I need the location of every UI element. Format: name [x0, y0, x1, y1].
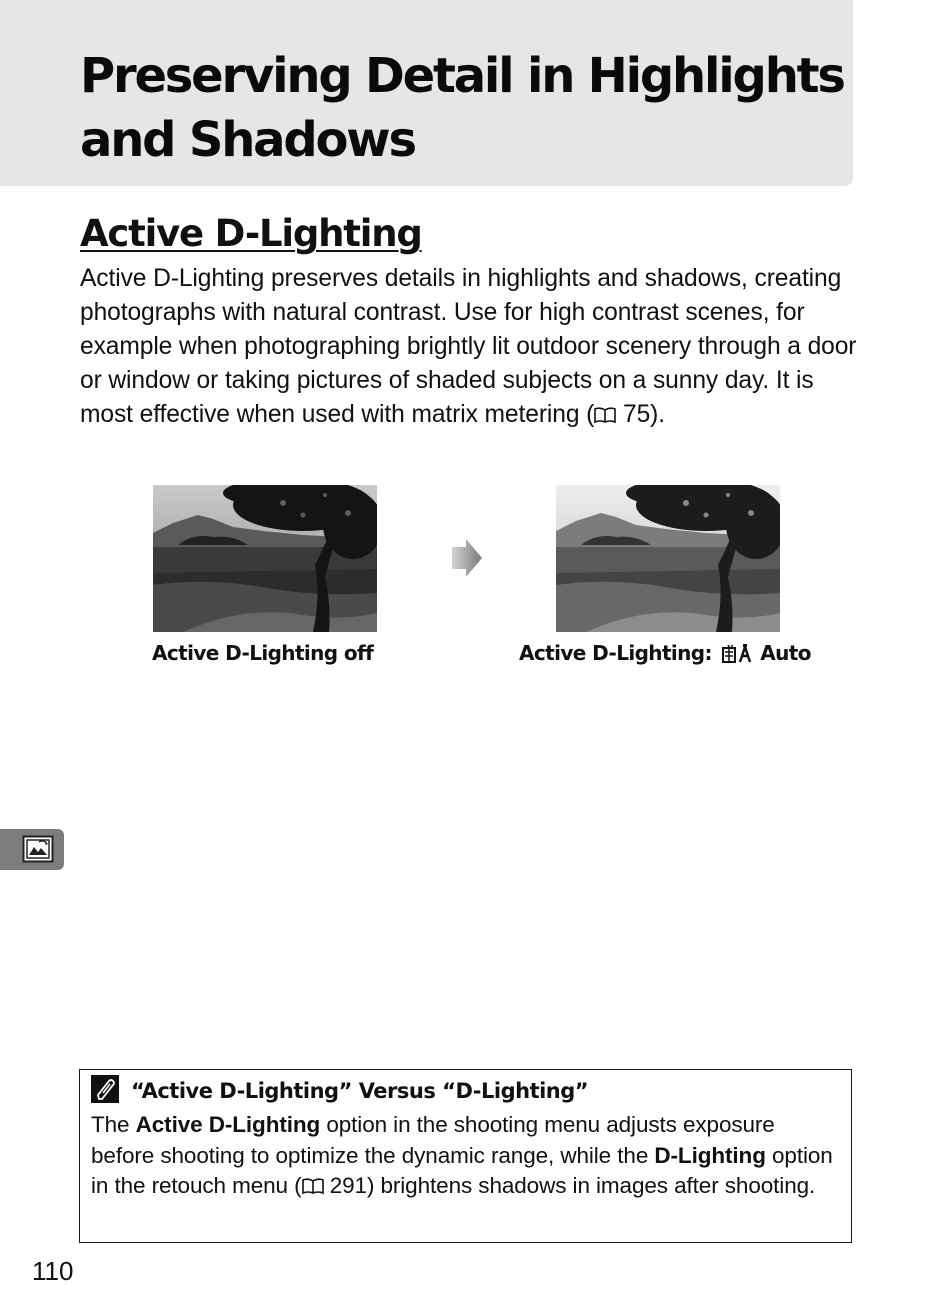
note-page-ref-link[interactable]: 291 — [329, 1173, 367, 1198]
page-title-line2: and Shadows — [80, 112, 415, 168]
picture-control-tab-icon — [22, 835, 54, 863]
note-pencil-icon — [91, 1075, 119, 1103]
section-heading: Active D-Lighting — [80, 212, 422, 255]
section-body-end: ). — [650, 401, 665, 428]
side-tab[interactable] — [0, 829, 64, 870]
note-text-part: option in the shooting menu adjusts exposure before shooting to optimize the dynamic range, while the — [91, 1112, 775, 1168]
book-icon — [594, 400, 616, 418]
photo-adl-auto — [556, 485, 780, 632]
note-title: “Active D-Lighting” Versus “D-Lighting” — [131, 1079, 589, 1103]
book-icon — [302, 1173, 324, 1191]
active-d-lighting-auto-icon — [722, 642, 758, 672]
note-text-part: ) brightens shadows in images after shooting. — [366, 1173, 816, 1198]
page-number: 110 — [32, 1256, 74, 1286]
caption-adl-off: Active D-Lighting off — [152, 641, 374, 665]
note-bold-d-lighting: D-Lighting — [654, 1142, 766, 1168]
note-bold-active-d-lighting: Active D-Lighting — [135, 1112, 321, 1137]
page-title-line1: Preserving Detail in Highlights — [80, 48, 844, 104]
caption-adl-auto — [519, 638, 811, 672]
page-ref-link[interactable]: 75 — [623, 401, 651, 428]
note-box — [79, 1069, 852, 1243]
note-text — [91, 1110, 843, 1202]
caption-adl-suffix: Auto — [760, 641, 811, 665]
note-text-part: option in the retouch menu ( — [91, 1142, 833, 1198]
page-title — [80, 44, 844, 172]
note-text-part: The — [91, 1112, 136, 1137]
caption-adl-prefix: Active D-Lighting: — [519, 641, 719, 665]
section-body — [80, 262, 860, 432]
right-arrow-icon — [450, 537, 484, 579]
photo-adl-off — [153, 485, 377, 632]
section-body-text: Active D-Lighting preserves details in highlights and shadows, creating photographs with natural contrast. Use for high contrast scenes, for example when photographing brightly lit outdoor scenery through a door or window or taking pictures of shaded subjects on a sunny day. It is most effective when used with matrix metering ( — [80, 265, 857, 428]
